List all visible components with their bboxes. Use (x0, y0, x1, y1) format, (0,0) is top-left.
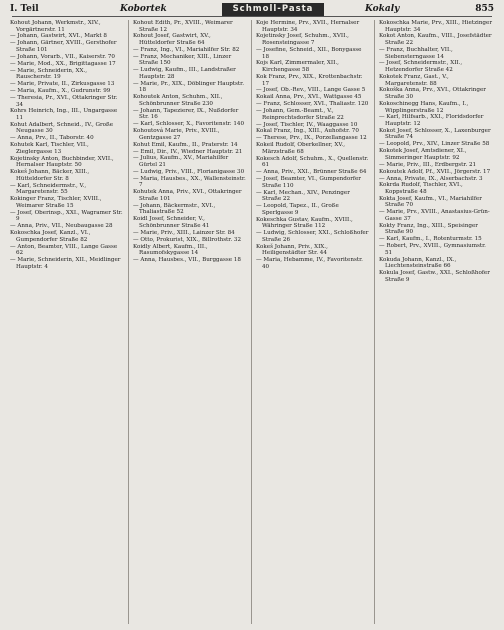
directory-entry: Kokotek Josef, Amtsdiener, XI., Simmeringer Hauptstr. 92 (379, 148, 467, 161)
directory-entry: — Karl, Schlosser, X., Favoritenstr. 140 (133, 121, 245, 128)
directory-entry: — Anna, Priv., VII., Neubaugasse 28 (10, 223, 113, 230)
column-divider (128, 20, 129, 624)
directory-entry: Kohut Adalbert, Schneid., IV., Große Neugasse 30 (10, 121, 114, 135)
column-1 (10, 20, 124, 624)
page-number: 855 (475, 4, 494, 14)
directory-entry: — Franz, Ing., VI., Mariahilfer Str. 82 (133, 46, 240, 53)
directory-entry: — Franz, Buchhalter, VII., Siebensterngasse 14 (379, 46, 453, 60)
directory-entry: — Marie, Prv., XVIII., Anastasius-Grün-Gasse 37 (379, 209, 490, 222)
directory-entry: — Marie, Schneiderin, XII., Meidlinger Hauptstr. 4 (10, 257, 121, 270)
directory-entry: Koidl Josef, Schneider, V., Schönbrunner Straße 41 (133, 216, 210, 229)
column-divider (374, 20, 375, 624)
directory-entry: — Johann, Gastwirt, XVI., Markt 8 (10, 33, 107, 40)
directory-entry: — Ludwig, Schlosser, XXI., Schloßhofer Straße 26 (256, 230, 369, 243)
directory-entry: — Anna, Hausbes., VII., Burggasse 18 (133, 257, 241, 264)
directory-entry: — Ludwig, Kaufm., III., Landstraßer Hauptstr. 28 (133, 67, 236, 80)
directory-entry: Kokty Franz, Ing., XIII., Speisinger Straße 90 (379, 222, 478, 236)
directory-entry: — Maria, Hausbes., XX., Wallensteinstr. 7 (133, 175, 246, 189)
directory-entry: — Anna, Prv., II., Taborstr. 40 (10, 135, 94, 142)
directory-entry: Kokoschka Josef, Kanzl., VI., Gumpendorfer Straße 82 (10, 230, 91, 243)
directory-entry: Kokotek Franz, Gast., V., Margaretenstr. 88 (379, 73, 449, 87)
directory-entry: — Johann, Gärtner, XVIII., Gersthofer Straße 101 (10, 40, 117, 53)
directory-entry: — Josef, Ob.-Rev., VIII., Lange Gasse 5 (256, 87, 366, 94)
directory-entry: Kokoschka Marie, Prv., XIII., Hietzinger Hauptstr. 34 (379, 20, 492, 33)
directory-entry: — Marie, Priv., III., Erdbergstr. 21 (379, 161, 477, 168)
directory-entry: — Josef, Beamter, VI., Gumpendorfer Straße 110 (256, 176, 361, 189)
directory-entry: Kojetinsky Anton, Buchbinder, XVII., Hernalser Hauptstr. 50 (10, 155, 114, 169)
header-rule (12, 16, 492, 17)
directory-entry: Kojs Karl, Zimmermaler, XII., Kirchengasse 58 (256, 60, 339, 74)
directory-entry: Kohrs Heinrich, Ing., III., Ungargasse 11 (10, 108, 118, 121)
column-3 (256, 20, 370, 624)
directory-entry: — Anna, Private, IX., Alserbachstr. 3 (379, 175, 483, 182)
directory-entry: Koidly Albert, Kaufm., III., Rasumofskygasse 14 (133, 243, 208, 257)
directory-entry: — Franz, Schlosser, XVI., Thaliastr. 120 (256, 101, 369, 108)
directory-entry: Kohout Josef, Gastwirt, XV., Hütteldorfer Straße 64 (133, 33, 211, 47)
directory-entry: Kohutek Karl, Tischler, VII., Zieglergasse 13 (10, 142, 89, 155)
directory-entry: — Karl, Schneidermstr., V., Margaretenstr. 55 (10, 182, 87, 196)
directory-entry: — Robert, Prv., XVIII., Gymnasiumstr. 51 (379, 243, 486, 256)
directory-entry: — Theresia, Pr., XVI., Ottakringer Str. 34 (10, 94, 118, 108)
directory-entry: Kokesch Adolf, Schuhm., X., Quellenstr. 61 (256, 155, 369, 169)
directory-entry: Kokeil Rudolf, Oberkellner, XV., Märzstraße 68 (256, 142, 345, 155)
directory-entry: — Franz, Mechaniker, XIII., Linzer Straße 150 (133, 53, 232, 67)
directory-entry: Kok Franz, Prv., XIX., Krottenbachstr. 17 (256, 73, 363, 87)
directory-entry: Kokta Josef, Kaufm., VI., Mariahilfer Straße 70 (379, 195, 482, 209)
directory-entry: — Julius, Kaufm., XV., Mariahilfer Gürtel 21 (133, 155, 229, 169)
directory-entry: Kojetinsky Josef, Schuhm., XVII., Rosensteingasse 7 (256, 33, 349, 47)
directory-entry: — Josef, Schneidermstr., XII., Hetzendorfer Straße 42 (379, 60, 463, 74)
directory-entry: — Marie, Mod., XX., Brigittagasse 17 (10, 60, 116, 67)
directory-entry: — Marie, Private, II., Zirkusgasse 13 (10, 81, 115, 88)
directory-entry: Kokeš Johann, Priv., XIX., Heiligenstädter Str. 44 (256, 243, 328, 257)
directory-entry: Kokoschinegg Hans, Kaufm., I., Wipplingerstraße 12 (379, 100, 469, 114)
directory-entry: Kohutek Anna, Priv., XVI., Ottakringer Straße 101 (133, 189, 242, 202)
directory-entry: Kohut Emil, Kaufm., II., Praterstr. 14 (133, 141, 238, 148)
directory-entry: — Anna, Priv., XXI., Brünner Straße 64 (256, 169, 367, 176)
directory-entry: — Anton, Beamter, VIII., Lange Gasse 62 (10, 243, 118, 257)
directory-entry: — Karl, Kaufm., I., Rotenturmstr. 15 (379, 236, 482, 243)
directory-entry: Kohoutová Marie, Priv., XVIII., Gentzgasse 27 (133, 128, 220, 141)
directory-entry: Kokal Franz, Ing., XIII., Auhofstr. 70 (256, 128, 359, 135)
directory-entry: — Leopold, Tapez., II., Große Sperlgasse 9 (256, 203, 339, 216)
directory-entry: Kohout Johann, Werkmstr., XIV., Vorgärtnerstr. 11 (10, 20, 101, 33)
directory-entry: Kokinger Franz, Tischler, XVIII., Weimarer Straße 15 (10, 196, 102, 209)
directory-entry: — Ludwig, Priv., VIII., Florianigasse 30 (133, 168, 245, 175)
directory-entry: — Johann, Tapezierer, IX., Nußdorfer Str. 16 (133, 107, 239, 121)
directory-entry: — Marie, Pr., XIX., Döblinger Hauptstr. 18 (133, 80, 244, 94)
column-divider (251, 20, 252, 624)
directory-entry: — Leopold, Prv., XIV., Linzer Straße 58 (379, 141, 490, 148)
directory-entry: Koje Hermine, Prv., XVII., Hernalser Hauptstr. 34 (256, 20, 360, 33)
directory-entry: Kokeš Johann, Bäcker, XIII., Hütteldorfer Str. 8 (10, 169, 90, 182)
directory-entry: — Otto, Prokurist, XIX., Billrothstr. 32 (133, 236, 242, 243)
first-entry-guide: Kobortek (120, 4, 167, 14)
column-4 (379, 20, 493, 624)
advertisement-band: Schmoll-Pasta (222, 3, 324, 16)
directory-entry: Kokrda Rudolf, Tischler, XVI., Koppstraße 48 (379, 182, 463, 195)
directory-entry: Kokail Anna, Prv., XVI., Wattgasse 45 (256, 94, 362, 101)
directory-entry: Kokoutek Adolf, Pf., XVII., Jörgerstr. 17 (379, 168, 491, 175)
directory-entry: — Marie, Schneiderin, XX., Rauscherstr. 19 (10, 67, 88, 81)
directory-entry: — Josef, Tischler, IV., Waaggasse 10 (256, 121, 358, 128)
directory-entry: — Maria, Hebamme, IV., Favoritenstr. 40 (256, 257, 363, 270)
directory-entry: Kohout Edith, Pr., XVIII., Weimarer Straße 12 (133, 20, 233, 33)
directory-entry: — Maria, Kaufm., X., Gudrunstr. 99 (10, 88, 111, 95)
column-2 (133, 20, 247, 624)
directory-entry: Kokula Josef, Gastw., XXI., Schloßhofer Straße 9 (379, 270, 490, 283)
directory-entry: — Josef, Oberinsp., XXI., Wagramer Str. 9 (10, 209, 123, 223)
directory-entry: Kokoška Anna, Prv., XVI., Ottakringer Straße 30 (379, 87, 486, 101)
directory-entry: Kokuda Johann, Kanzl., IX., Liechtensteinstraße 66 (379, 256, 457, 270)
section-label: I. Teil (10, 4, 39, 14)
directory-entry: — Karl, Mechan., XIV., Penzinger Straße 22 (256, 189, 350, 203)
directory-entry: — Josefine, Schneid., XII., Bonygasse 18 (256, 46, 362, 60)
directory-entry: Kokot Anton, Kaufm., VIII., Josefstädter Straße 22 (379, 33, 492, 47)
directory-entry: — Karl, Hilfsarb., XXI., Floridsdorfer Hauptstr. 12 (379, 114, 484, 127)
directory-entry: — Marie, Priv., XIII., Lainzer Str. 84 (133, 229, 235, 236)
directory-entry: Kohoutek Anton, Schuhm., XII., Schönbrunner Straße 230 (133, 94, 223, 107)
directory-entry: — Johann, Vorarb., VII., Kaiserstr. 70 (10, 53, 115, 60)
directory-entry: — Johann, Bäckermstr., XVI., Thaliastraße 52 (133, 202, 216, 216)
directory-entry: — Emil, Dir., IV., Wiedner Hauptstr. 21 (133, 148, 243, 155)
directory-entry: Kokeschka Gustav, Kaufm., XVIII., Währinger Straße 112 (256, 216, 353, 230)
directory-entry: — Johann, Gem.-Beamt., V., Reinprechtsdorfer Straße 22 (256, 108, 344, 121)
directory-entry: Kokot Josef, Schlosser, X., Laxenburger Straße 74 (379, 127, 491, 141)
directory-entry: — Therese, Prv., IX., Porzellangasse 12 (256, 135, 367, 142)
last-entry-guide: Kokaly (365, 4, 400, 14)
